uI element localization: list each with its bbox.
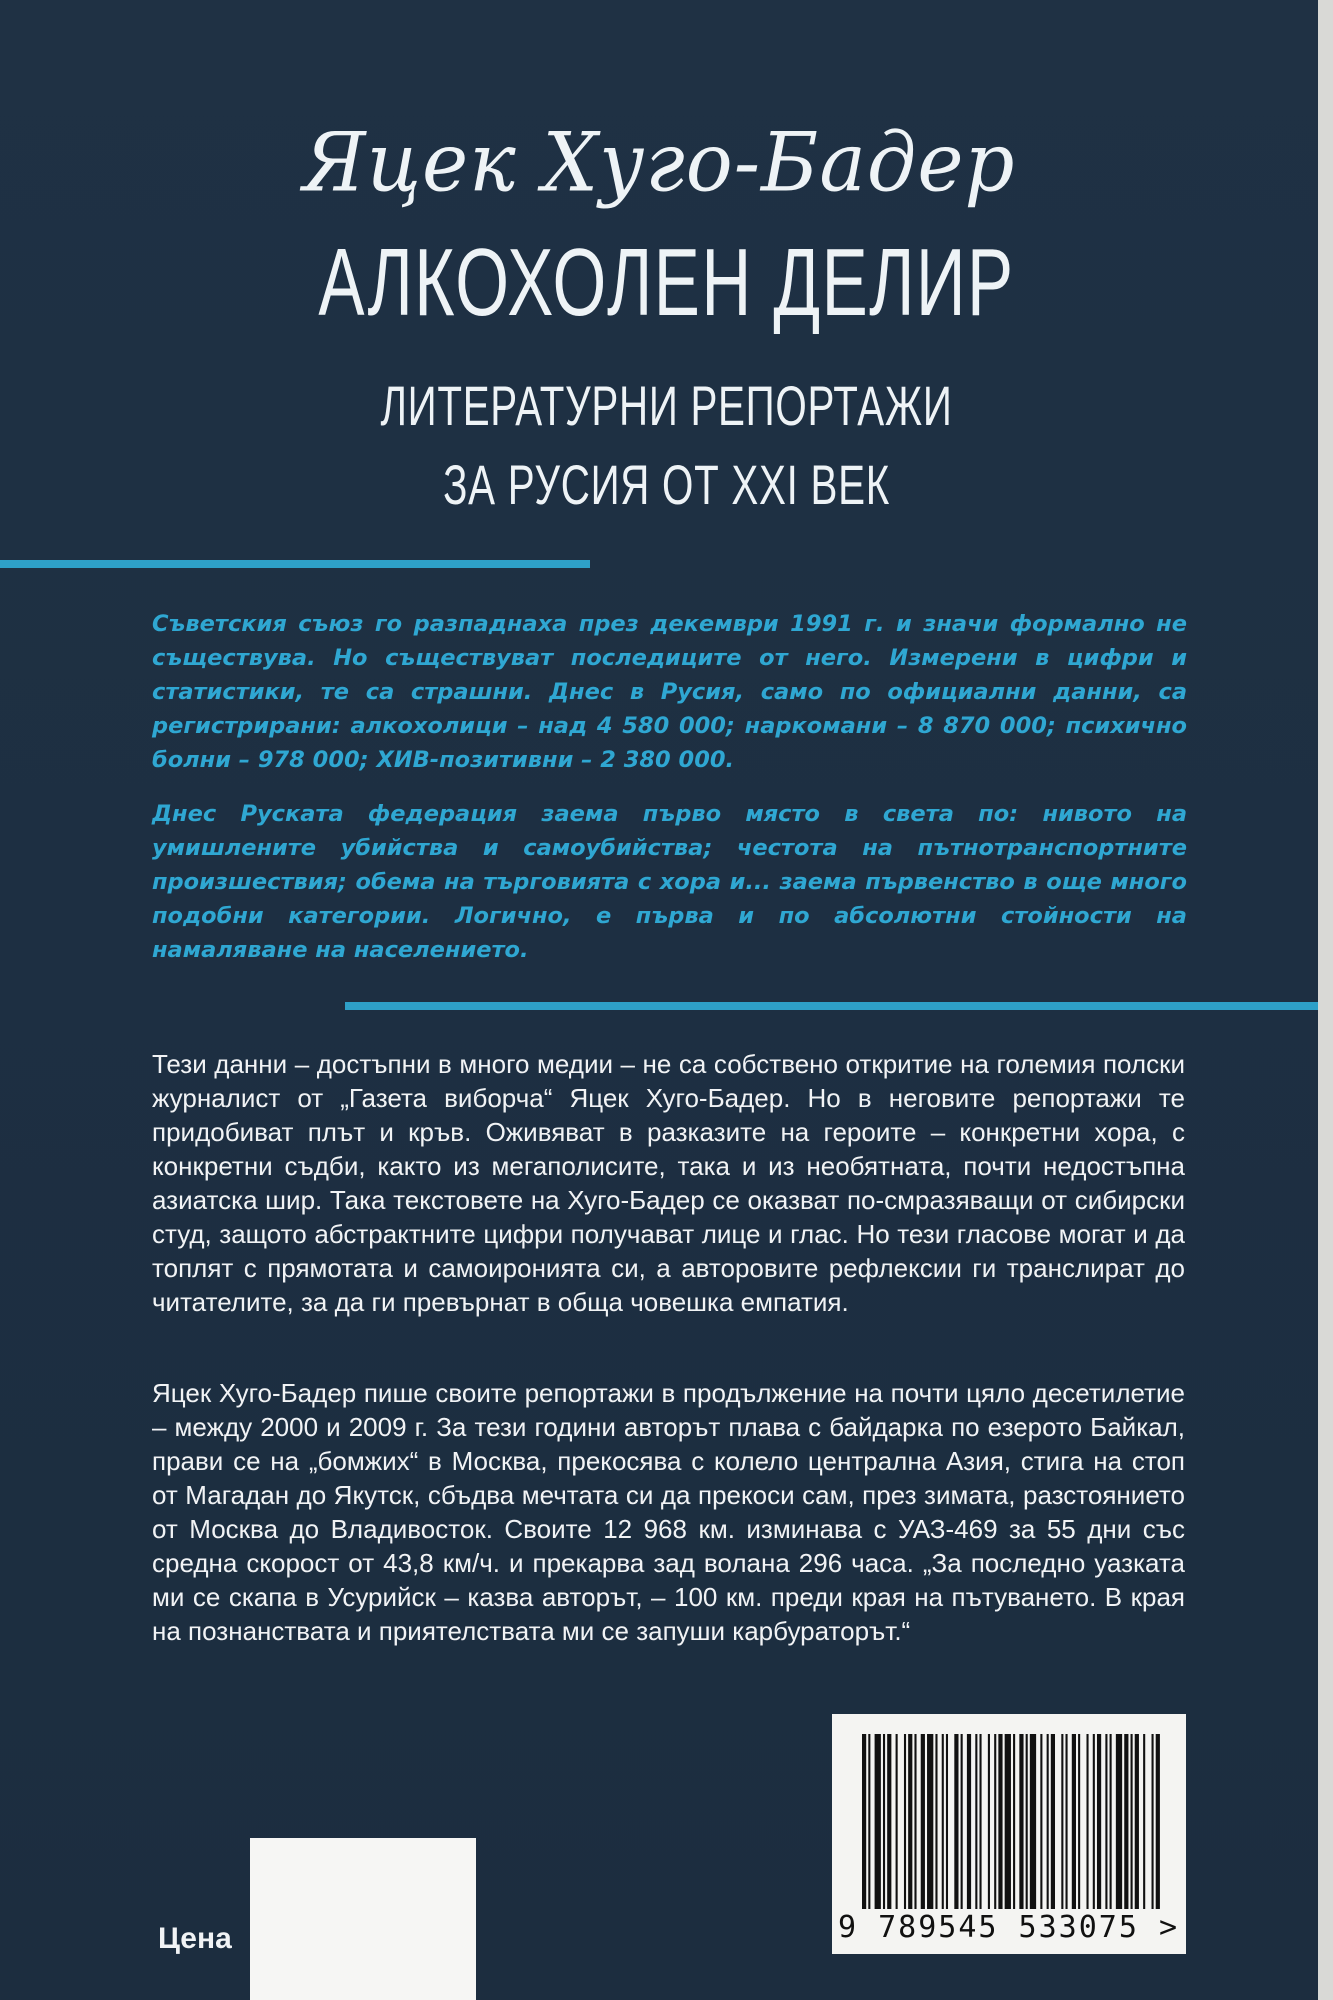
body-paragraph-2: Яцек Хуго-Бадер пише своите репортажи в продължение на почти цяло десетилетие – между 2000 и 2009 г. За тези години авторът плава с байдарка по езерото Байкал, прави се на „бомжих“ в Москва, прекосява с колело централна Азия, стига на стоп от Магадан до Якутск, сбъдва мечтата си да прекоси сам, през зимата, разстоянието от Москва до Владивосток. Своите 12 968 км. изминава с УАЗ-469 за 55 дни със средна скорост от 43,8 км/ч. и прекарва зад волана 296 часа. „За последно уазката ми се скапа в Усурийск – казва авторът, – 100 км. преди края на пътуването. В края на познанствата и приятелствата ми се запуши карбураторът.“: [152, 1378, 1185, 1646]
barcode-bar: [875, 1734, 881, 1909]
barcode-bar: [1152, 1734, 1154, 1909]
barcode-bar: [1013, 1734, 1015, 1909]
blurb-paragraph-2: Днес Руската федерация заема първо място в света по: нивото на умишлените убийства и самоубийства; честота на пътнотранспортните произшествия; обема на търговията с хора и... заема първенство в още много подобни категории. Логично, е първа и по абсолютни стойности на намаляване на населението.: [152, 801, 1187, 963]
subtitle-line-2: ЗА РУСИЯ ОТ XXI ВЕК: [443, 453, 890, 516]
barcode-bar: [954, 1734, 958, 1909]
barcode-bar: [868, 1734, 870, 1909]
barcode-bar: [1110, 1734, 1112, 1909]
barcode-digits: 9 789545 533075 >: [838, 1910, 1180, 1945]
price-label: Цена: [158, 1922, 232, 1955]
barcode-bar: [988, 1734, 990, 1909]
barcode-bar: [1005, 1734, 1011, 1909]
barcode-bar: [1030, 1734, 1036, 1909]
barcode-bar: [961, 1734, 963, 1909]
book-title: АЛКОХОЛЕН ДЕЛИР: [318, 229, 1015, 336]
barcode-bar: [967, 1734, 971, 1909]
barcode-bar: [1116, 1734, 1122, 1909]
barcode-bar: [994, 1734, 996, 1909]
barcode-bar: [1124, 1734, 1128, 1909]
barcode-bar: [1047, 1734, 1049, 1909]
blurb-paragraph-1: Съветския съюз го разпаднаха през декември 1991 г. и значи формално не съществува. Но съществуват последиците от него. Измерени в цифри и статистики, те са страшни. Днес в Русия, само по официални данни, са регистрирани: алкохолици – над 4 580 000; наркомани – 8 870 000; психично болни – 978 000; ХИВ-позитивни – 2 380 000.: [152, 611, 1187, 773]
barcode-bar: [1093, 1734, 1095, 1909]
barcode-bar: [1072, 1734, 1076, 1909]
price-sticker: [250, 1838, 476, 2000]
barcode-bar: [1026, 1734, 1028, 1909]
barcode-bar: [1040, 1734, 1042, 1909]
barcode-bar: [1131, 1734, 1133, 1909]
barcode-bar: [935, 1734, 937, 1909]
barcode-bar: [1156, 1734, 1160, 1909]
barcode-bar: [883, 1734, 885, 1909]
barcode-bar: [1061, 1734, 1063, 1909]
barcode-bar: [862, 1734, 866, 1909]
barcode-bar: [1078, 1734, 1080, 1909]
barcode-bar: [1051, 1734, 1055, 1909]
isbn-barcode: [832, 1714, 1186, 1954]
accent-rule-top: [0, 560, 590, 568]
barcode-bar: [946, 1734, 948, 1909]
barcode-bar: [1143, 1734, 1145, 1909]
barcode-bar: [1105, 1734, 1107, 1909]
barcode-bar: [1066, 1734, 1068, 1909]
barcode-bar: [942, 1734, 944, 1909]
barcode-bar: [914, 1734, 916, 1909]
body-paragraph-1: Тези данни – достъпни в много медии – не са собствено откритие на големия полски журналист от „Газета виборча“ Яцек Хуго-Бадер. Но в неговите репортажи те придобиват плът и кръв. Оживяват в разказите на героите – конкретни хора, с конкретни съдби, както из мегаполисите, така и из необятната, почти недостъпна азиатска шир. Така текстовете на Хуго-Бадер се оказват по-смразяващи от сибирски студ, защото абстрактните цифри получават лице и глас. Но тези гласове могат и да топлят с прямотата и самоиронията си, а авторовите рефлексии ги транслират до читателите, за да ги превърнат в обща човешка емпатия.: [152, 1049, 1185, 1317]
barcode-bar: [998, 1734, 1002, 1909]
barcode-bar: [979, 1734, 981, 1909]
subtitle-line-1: ЛИТЕРАТУРНИ РЕПОРТАЖИ: [380, 374, 953, 437]
barcode-bar: [1019, 1734, 1023, 1909]
barcode-bar: [904, 1734, 906, 1909]
barcode-bar: [896, 1734, 898, 1909]
barcode-bar: [927, 1734, 933, 1909]
accent-rule-bottom: [345, 1002, 1318, 1010]
barcode-bar: [975, 1734, 977, 1909]
barcode-bars: [862, 1734, 1162, 1909]
barcode-bar: [921, 1734, 925, 1909]
barcode-bar: [908, 1734, 912, 1909]
barcode-bar: [1097, 1734, 1101, 1909]
barcode-bar: [1086, 1734, 1088, 1909]
barcode-bar: [887, 1734, 891, 1909]
barcode-bar: [1135, 1734, 1139, 1909]
author-name: Яцек Хуго-Бадер: [302, 115, 1016, 211]
